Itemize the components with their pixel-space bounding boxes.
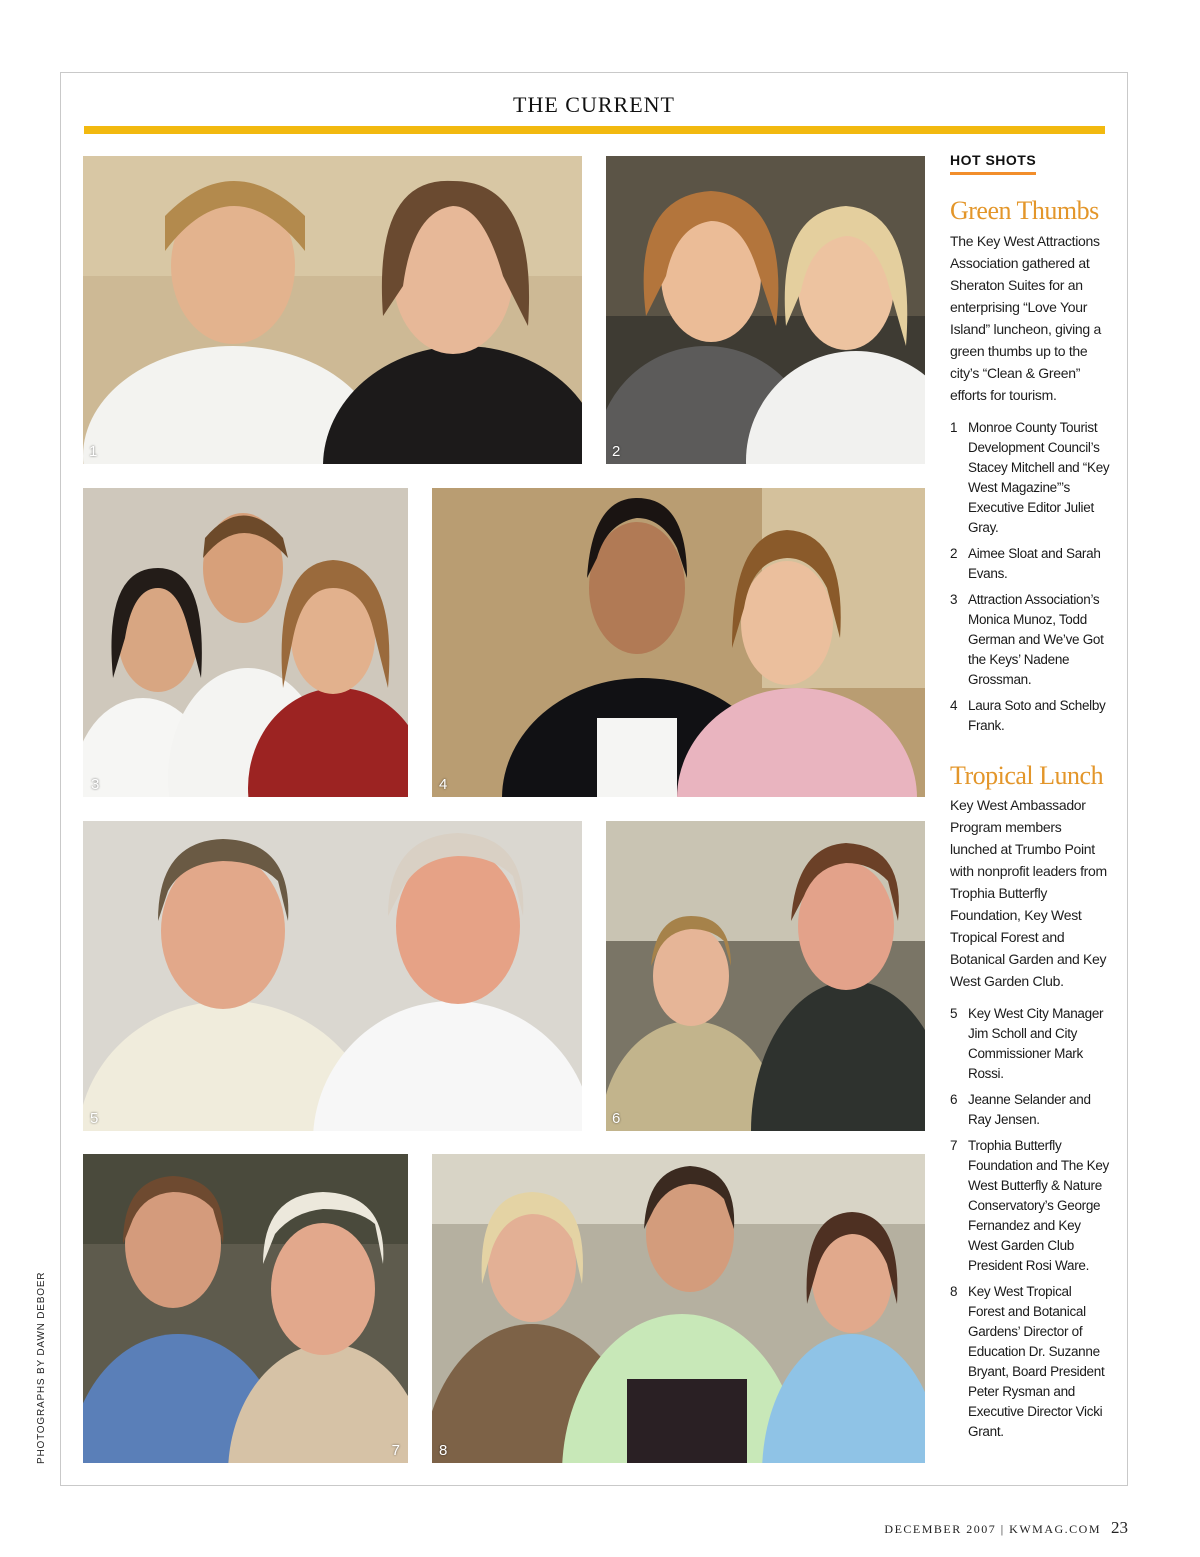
caption-text: Aimee Sloat and Sarah Evans. [968, 545, 1101, 581]
caption-text: Jeanne Selander and Ray Jensen. [968, 1092, 1091, 1128]
caption-list [950, 418, 1110, 736]
folio [884, 1518, 1128, 1538]
photo-2 [606, 156, 925, 464]
caption-list [950, 1004, 1110, 1442]
story-green-thumbs [950, 197, 1110, 736]
caption-text: Key West City Manager Jim Scholl and City Commissioner Mark Rossi. [968, 1006, 1104, 1082]
caption-number: 4 [950, 697, 958, 713]
photo-6-number: 6 [612, 1110, 621, 1127]
caption-text: Laura Soto and Schelby Frank. [968, 697, 1106, 733]
photo-1 [83, 156, 582, 464]
caption-item [950, 1004, 1110, 1084]
caption-number: 6 [950, 1092, 958, 1108]
photo-1-number: 1 [89, 443, 98, 460]
sidebar [950, 152, 1110, 1448]
story-headline: Tropical Lunch [950, 760, 1104, 790]
caption-item [950, 1090, 1110, 1130]
page-number: 23 [1111, 1518, 1128, 1537]
caption-item [950, 1136, 1110, 1276]
photo-7-number: 7 [391, 1442, 400, 1459]
caption-item [950, 418, 1110, 538]
photo-2-number: 2 [612, 443, 621, 460]
header-rule [84, 126, 1105, 134]
photo-3-image [83, 488, 408, 797]
photo-4 [432, 488, 925, 797]
caption-number: 7 [950, 1138, 958, 1154]
folio-issue: DECEMBER 2007 | KWMAG.COM [884, 1522, 1101, 1536]
caption-item [950, 1282, 1110, 1442]
photo-5-image [83, 821, 582, 1131]
photo-7 [83, 1154, 408, 1463]
photo-6 [606, 821, 925, 1131]
caption-item [950, 590, 1110, 690]
caption-number: 3 [950, 591, 958, 607]
caption-item [950, 544, 1110, 584]
story-tropical-lunch [950, 762, 1110, 1443]
kicker: HOT SHOTS [950, 152, 1036, 175]
photo-5-number: 5 [90, 1110, 99, 1127]
photo-7-image [83, 1154, 408, 1463]
photo-1-image [83, 156, 582, 464]
caption-item [950, 696, 1110, 736]
photo-2-image [606, 156, 925, 464]
section-title: THE CURRENT [513, 92, 675, 117]
caption-number: 5 [950, 1006, 958, 1022]
caption-text: Attraction Association’s Monica Munoz, Todd German and We’ve Got the Keys’ Nadene Grossman. [968, 591, 1104, 687]
caption-text: Key West Tropical Forest and Botanical Gardens’ Director of Education Dr. Suzanne Bryant, Board President Peter Rysman and Executive Director Vicki Grant. [968, 1284, 1105, 1440]
caption-text: Trophia Butterfly Foundation and The Key West Butterfly & Nature Conservatory’s George Fernandez and Key West Garden Club President Rosi Ware. [968, 1138, 1110, 1274]
caption-number: 2 [950, 545, 958, 561]
story-headline: Green Thumbs [950, 196, 1099, 225]
photo-credit: PHOTOGRAPHS BY DAWN DEBOER [36, 1271, 47, 1464]
photo-3-number: 3 [91, 776, 100, 793]
caption-text: Monroe County Tourist Development Council’s Stacey Mitchell and “Key West Magazine”’s Executive Editor Juliet Gray. [968, 419, 1110, 535]
photo-4-number: 4 [439, 776, 448, 793]
photo-3 [83, 488, 408, 797]
caption-number: 8 [950, 1284, 958, 1300]
photo-4-image [432, 488, 925, 797]
story-body: The Key West Attractions Association gathered at Sheraton Suites for an enterprising “Love Your Island” luncheon, giving a green thumbs up to the city’s “Clean & Green” efforts for tourism. [950, 232, 1101, 403]
photo-6-image [606, 821, 925, 1131]
story-body: Key West Ambassador Program members lunched at Trumbo Point with nonprofit leaders from Trophia Butterfly Foundation, Key West Tropical Forest and Botanical Garden and Key West Garden Club. [950, 797, 1107, 990]
photo-5 [83, 821, 582, 1131]
photo-8-image [432, 1154, 925, 1463]
caption-number: 1 [950, 419, 958, 435]
photo-8 [432, 1154, 925, 1463]
photo-8-number: 8 [439, 1442, 448, 1459]
